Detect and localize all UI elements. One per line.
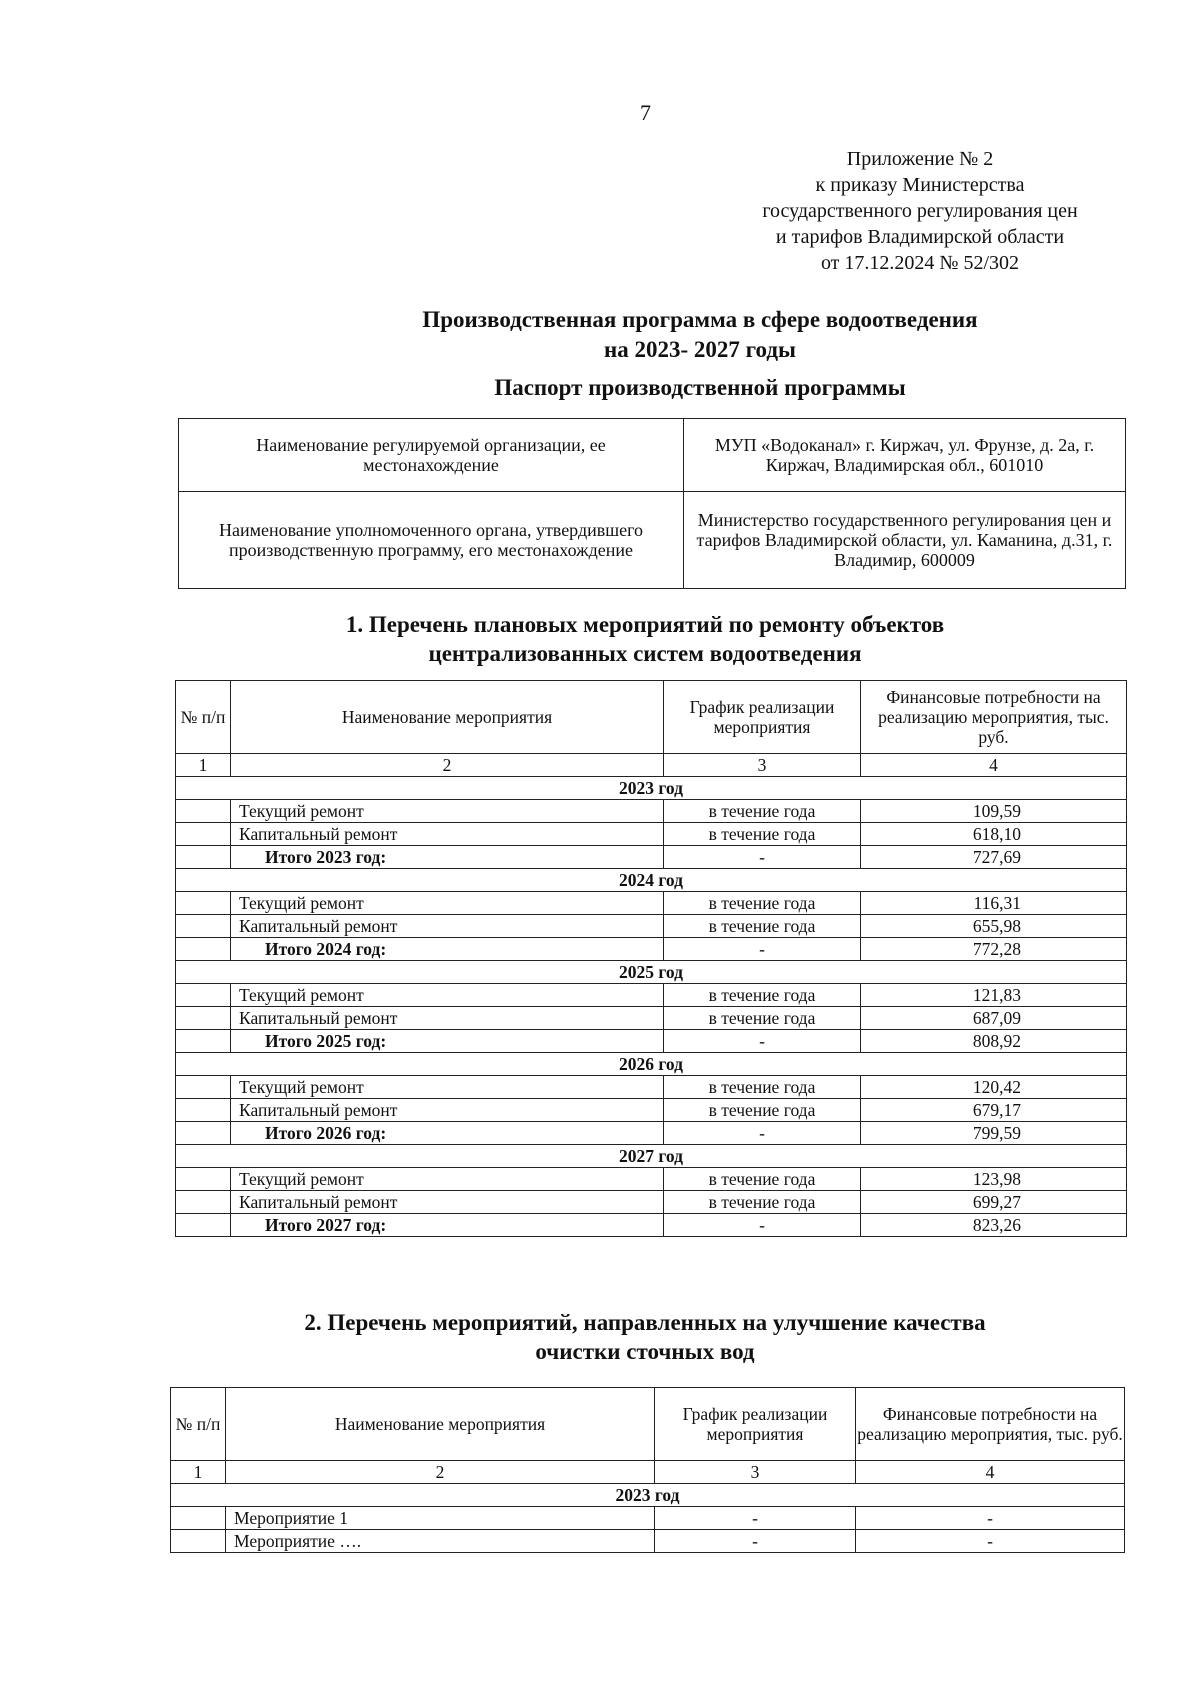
item-schedule: в течение года <box>664 800 861 823</box>
appendix-line: к приказу Министерства <box>815 174 1025 196</box>
section2-title <box>170 1308 1120 1366</box>
column-number-row <box>171 1461 1125 1484</box>
header-schedule: График реализации мероприятия <box>664 681 861 754</box>
repair-plan-table <box>175 680 1127 1237</box>
table-row <box>176 892 1127 915</box>
table-row <box>176 1076 1127 1099</box>
total-value: 823,26 <box>861 1214 1127 1237</box>
document-title-line: Производственная программа в сфере водоотведения <box>422 307 978 332</box>
item-name: Капитальный ремонт <box>231 823 664 846</box>
total-name: Итого 2027 год: <box>231 1214 664 1237</box>
total-row <box>176 938 1127 961</box>
table-row <box>176 800 1127 823</box>
total-schedule: - <box>664 846 861 869</box>
item-name: Капитальный ремонт <box>231 1007 664 1030</box>
item-name: Капитальный ремонт <box>231 1099 664 1122</box>
total-value: 799,59 <box>861 1122 1127 1145</box>
header-finance: Финансовые потребности на реализацию мероприятия, тыс. руб. <box>861 681 1127 754</box>
total-name: Итого 2025 год: <box>231 1030 664 1053</box>
year-row <box>171 1484 1125 1507</box>
section-title-line: 1. Перечень плановых мероприятий по ремонту объектов <box>345 612 945 637</box>
year-label: 2026 год <box>176 1053 1127 1076</box>
table-header-row <box>176 681 1127 754</box>
table-row <box>176 1191 1127 1214</box>
item-value: - <box>856 1530 1125 1553</box>
total-name: Итого 2026 год: <box>231 1122 664 1145</box>
total-name: Итого 2023 год: <box>231 846 664 869</box>
item-name: Мероприятие …. <box>226 1530 655 1553</box>
table-row <box>176 823 1127 846</box>
table-row <box>176 1007 1127 1030</box>
total-schedule: - <box>664 1030 861 1053</box>
document-title <box>300 305 1100 365</box>
header-schedule: График реализации мероприятия <box>655 1388 856 1461</box>
passport-title: Паспорт производственной программы <box>494 375 906 400</box>
item-name: Мероприятие 1 <box>226 1507 655 1530</box>
column-number: 2 <box>226 1461 655 1484</box>
item-schedule: в течение года <box>664 984 861 1007</box>
item-name: Капитальный ремонт <box>231 1191 664 1214</box>
header-num: № п/п <box>171 1388 226 1461</box>
section-title-line: централизованных систем водоотведения <box>428 641 862 666</box>
year-row <box>176 869 1127 892</box>
year-label: 2027 год <box>176 1145 1127 1168</box>
appendix-note <box>720 146 1120 276</box>
item-schedule: в течение года <box>664 892 861 915</box>
item-value: 618,10 <box>861 823 1127 846</box>
column-number: 4 <box>856 1461 1125 1484</box>
item-schedule: в течение года <box>664 915 861 938</box>
passport-value: Министерство государственного регулирования цен и тарифов Владимирской области, ул. Каманина, д.31, г. Владимир, 600009 <box>684 492 1126 589</box>
item-value: 687,09 <box>861 1007 1127 1030</box>
header-num: № п/п <box>176 681 231 754</box>
table-header-row <box>171 1388 1125 1461</box>
appendix-line: Приложение № 2 <box>846 148 994 170</box>
section-title-line: очистки сточных вод <box>535 1339 755 1364</box>
year-row <box>176 1053 1127 1076</box>
item-name: Текущий ремонт <box>231 892 664 915</box>
item-name: Текущий ремонт <box>231 984 664 1007</box>
total-row <box>176 1214 1127 1237</box>
item-name: Текущий ремонт <box>231 1168 664 1191</box>
total-row <box>176 846 1127 869</box>
column-number: 3 <box>664 754 861 777</box>
year-label: 2023 год <box>171 1484 1125 1507</box>
section1-title <box>170 610 1120 668</box>
total-value: 772,28 <box>861 938 1127 961</box>
passport-row <box>179 419 1126 492</box>
column-number-row <box>176 754 1127 777</box>
item-name: Текущий ремонт <box>231 1076 664 1099</box>
total-value: 808,92 <box>861 1030 1127 1053</box>
passport-label: Наименование регулируемой организации, ее местонахождение <box>179 419 684 492</box>
total-schedule: - <box>664 938 861 961</box>
item-value: 123,98 <box>861 1168 1127 1191</box>
total-row <box>176 1122 1127 1145</box>
item-value: 655,98 <box>861 915 1127 938</box>
table-row <box>176 1099 1127 1122</box>
item-value: 120,42 <box>861 1076 1127 1099</box>
year-label: 2023 год <box>176 777 1127 800</box>
passport-label: Наименование уполномоченного органа, утвердившего производственную программу, его местонахождение <box>179 492 684 589</box>
year-row <box>176 961 1127 984</box>
item-schedule: в течение года <box>664 1099 861 1122</box>
header-finance: Финансовые потребности на реализацию мероприятия, тыс. руб. <box>856 1388 1125 1461</box>
item-schedule: в течение года <box>664 1168 861 1191</box>
item-value: 109,59 <box>861 800 1127 823</box>
total-row <box>176 1030 1127 1053</box>
appendix-line: от 17.12.2024 № 52/302 <box>820 252 1020 274</box>
table-row <box>176 984 1127 1007</box>
year-row <box>176 777 1127 800</box>
item-name: Текущий ремонт <box>231 800 664 823</box>
total-schedule: - <box>664 1214 861 1237</box>
item-schedule: в течение года <box>664 1076 861 1099</box>
item-schedule: в течение года <box>664 1007 861 1030</box>
header-name: Наименование мероприятия <box>231 681 664 754</box>
table-row <box>176 915 1127 938</box>
total-value: 727,69 <box>861 846 1127 869</box>
appendix-line: и тарифов Владимирской области <box>775 226 1065 248</box>
passport-row <box>179 492 1126 589</box>
document-title-line: на 2023- 2027 годы <box>604 337 796 362</box>
item-schedule: - <box>655 1507 856 1530</box>
column-number: 2 <box>231 754 664 777</box>
year-label: 2025 год <box>176 961 1127 984</box>
total-schedule: - <box>664 1122 861 1145</box>
column-number: 3 <box>655 1461 856 1484</box>
item-name: Капитальный ремонт <box>231 915 664 938</box>
column-number: 1 <box>171 1461 226 1484</box>
appendix-line: государственного регулирования цен <box>762 200 1078 222</box>
item-schedule: в течение года <box>664 823 861 846</box>
column-number: 1 <box>176 754 231 777</box>
header-name: Наименование мероприятия <box>226 1388 655 1461</box>
item-value: 679,17 <box>861 1099 1127 1122</box>
item-value: - <box>856 1507 1125 1530</box>
quality-measures-table <box>170 1387 1125 1553</box>
item-value: 121,83 <box>861 984 1127 1007</box>
item-schedule: - <box>655 1530 856 1553</box>
table-row <box>176 1168 1127 1191</box>
table-row <box>171 1507 1125 1530</box>
total-name: Итого 2024 год: <box>231 938 664 961</box>
table-row <box>171 1530 1125 1553</box>
item-schedule: в течение года <box>664 1191 861 1214</box>
item-value: 116,31 <box>861 892 1127 915</box>
year-label: 2024 год <box>176 869 1127 892</box>
column-number: 4 <box>861 754 1127 777</box>
item-value: 699,27 <box>861 1191 1127 1214</box>
year-row <box>176 1145 1127 1168</box>
passport-value: МУП «Водоканал» г. Киржач, ул. Фрунзе, д. 2а, г. Киржач, Владимирская обл., 601010 <box>684 419 1126 492</box>
section-title-line: 2. Перечень мероприятий, направленных на улучшение качества <box>304 1310 986 1335</box>
page-number: 7 <box>640 100 651 125</box>
passport-table <box>178 418 1126 589</box>
